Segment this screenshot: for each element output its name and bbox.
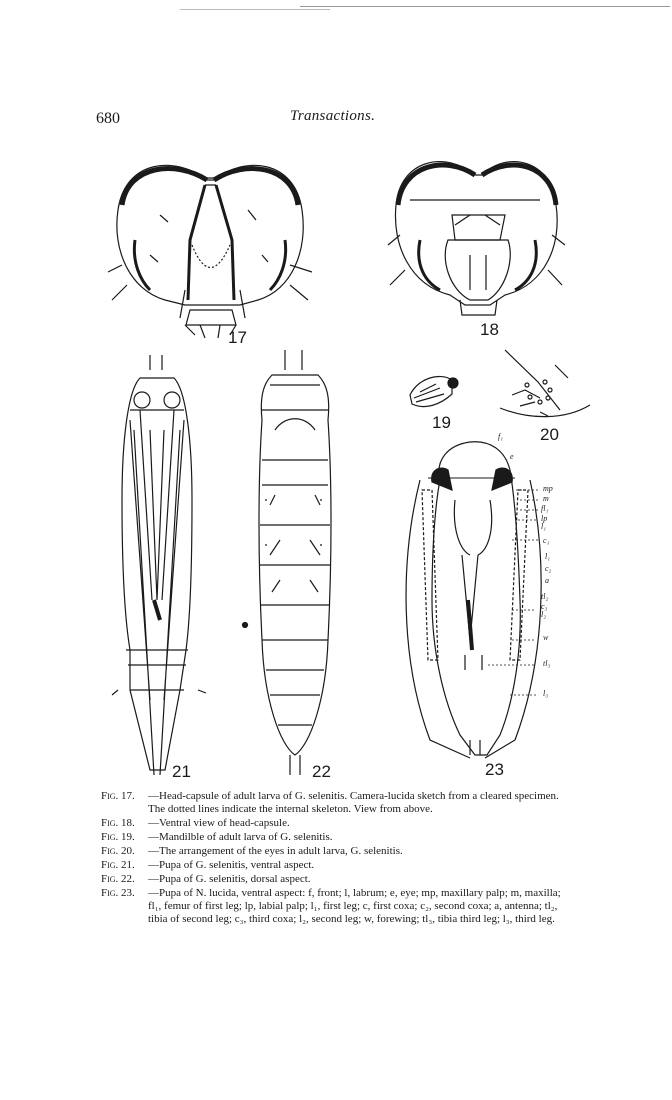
figure-17-head-capsule-dorsal <box>108 165 312 338</box>
label-ll: l₁ <box>545 552 551 561</box>
label-f1: f₁ <box>498 432 504 441</box>
label-w: w <box>543 633 549 642</box>
figure-22-number: 22 <box>312 762 331 781</box>
label-e: e <box>510 452 514 461</box>
caption-fig-23 <box>101 887 571 926</box>
caption-text: —Pupa of G. selenitis, ventral aspect. <box>148 859 315 871</box>
figure-23-pupa-lucida-ventral <box>406 442 541 758</box>
figure-17-number: 17 <box>228 328 247 347</box>
caption-label: Fig. 21. <box>101 859 135 871</box>
figure-19-number: 19 <box>432 413 451 432</box>
label-lp: lp <box>541 514 548 523</box>
label-a: a <box>545 576 549 585</box>
caption-text: —Pupa of N. lucida, ventral aspect: f, front; l, labrum; e, eye; mp, maxillary palp; m, maxilla; fl₁, femur of first leg; lp, labial palp; l₁, first leg; c, first coxa; c₂, second coxa; a, antenna; tl₂, tibia of second leg; c₃, third coxa; l₂, second leg; w, forewing; tl₃, tibia third leg; l₃, third leg. <box>148 887 561 925</box>
figure-23-number: 23 <box>485 760 504 779</box>
caption-label: Fig. 19. <box>101 831 135 843</box>
figure-20-eye-arrangement <box>500 350 590 417</box>
label-tl2: tl₂ <box>541 592 549 601</box>
caption-label: Fig. 20. <box>101 845 135 857</box>
page-number: 680 <box>96 110 120 127</box>
running-title: Transactions. <box>290 108 376 124</box>
figure-21-number: 21 <box>172 762 191 781</box>
figure-18-number: 18 <box>480 320 499 339</box>
label-c1: c₁ <box>543 536 550 545</box>
label-mp: mp <box>543 484 553 493</box>
caption-fig-18 <box>101 817 571 830</box>
figure-20-number: 20 <box>540 425 559 444</box>
figure-22-pupa-dorsal <box>243 350 332 775</box>
label-l1: l₁ <box>541 522 547 531</box>
caption-label: Fig. 17. <box>101 790 135 802</box>
label-fl1: fl₁ <box>541 504 549 513</box>
caption-fig-17 <box>101 790 571 816</box>
label-tl3: tl₃ <box>543 659 551 668</box>
caption-text: —The arrangement of the eyes in adult larva, G. selenitis. <box>148 845 403 857</box>
figure-18-head-capsule-ventral <box>388 162 565 315</box>
caption-fig-22 <box>101 873 571 886</box>
figure-captions <box>101 790 571 927</box>
figure-21-pupa-ventral <box>112 355 206 775</box>
label-c3: c₃ <box>541 602 548 611</box>
caption-fig-21 <box>101 859 571 872</box>
label-l3: l₃ <box>543 689 549 698</box>
figure-19-mandible <box>410 376 458 406</box>
caption-text: —Head-capsule of adult larva of G. selenitis. Camera-lucida sketch from a cleared specimen. The dotted lines indicate the internal skeleton. View from above. <box>148 790 559 815</box>
caption-label: Fig. 23. <box>101 887 135 899</box>
caption-text: —Pupa of G. selenitis, dorsal aspect. <box>148 873 311 885</box>
label-m: m <box>543 494 549 503</box>
label-l2: l₂ <box>541 610 547 619</box>
caption-label: Fig. 18. <box>101 817 135 829</box>
label-c2: c₂ <box>545 564 552 573</box>
caption-text: —Ventral view of head-capsule. <box>148 817 290 829</box>
caption-text: —Mandilble of adult larva of G. selenitis. <box>148 831 333 843</box>
caption-fig-19 <box>101 831 571 844</box>
caption-label: Fig. 22. <box>101 873 135 885</box>
caption-fig-20 <box>101 845 571 858</box>
